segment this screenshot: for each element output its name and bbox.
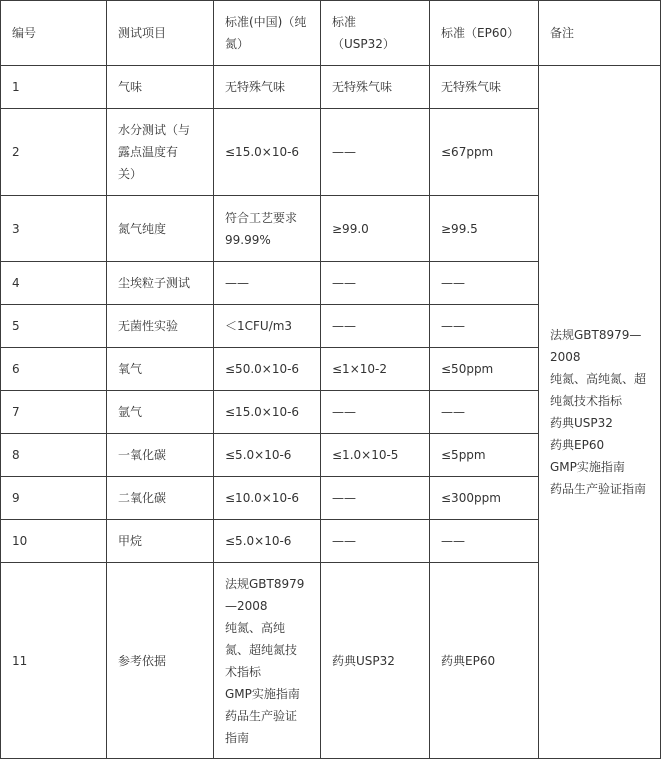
cell-test-item: 无菌性实验 [107,305,214,348]
cell-ep-standard: —— [430,391,539,434]
cell-number: 8 [1,434,107,477]
cell-ep-standard: ≤50ppm [430,348,539,391]
cell-number: 10 [1,520,107,563]
cell-usp-standard: —— [321,262,430,305]
cell-ep-standard: —— [430,520,539,563]
cell-usp-standard: 药典USP32 [321,563,430,759]
cell-number: 4 [1,262,107,305]
cell-number: 11 [1,563,107,759]
cell-number: 7 [1,391,107,434]
cell-ep-standard: ≤67ppm [430,109,539,196]
cell-china-standard: 法规GBT8979 —2008 纯氮、高纯 氮、超纯氮技 术指标 GMP实施指南 药品生产验证 指南 [214,563,321,759]
cell-usp-standard: ≥99.0 [321,196,430,262]
cell-ep-standard: ≥99.5 [430,196,539,262]
header-cell-no: 编号 [1,1,107,66]
cell-china-standard: —— [214,262,321,305]
cell-ep-standard: ≤5ppm [430,434,539,477]
cell-note: 法规GBT8979— 2008 纯氮、高纯氮、超 纯氮技术指标 药典USP32 药典EP60 GMP实施指南 药品生产验证指南 [539,66,661,759]
cell-test-item: 氮气纯度 [107,196,214,262]
cell-china-standard: ＜1CFU/m3 [214,305,321,348]
cell-test-item: 一氧化碳 [107,434,214,477]
cell-test-item: 甲烷 [107,520,214,563]
cell-test-item: 氩气 [107,391,214,434]
cell-test-item: 氧气 [107,348,214,391]
table-row [1,66,661,109]
cell-usp-standard: —— [321,520,430,563]
header-cell-ep-standard: 标准（EP60） [430,1,539,66]
cell-ep-standard: —— [430,305,539,348]
cell-china-standard: ≤15.0×10-6 [214,391,321,434]
cell-ep-standard: —— [430,262,539,305]
cell-usp-standard: ≤1.0×10-5 [321,434,430,477]
cell-ep-standard: 无特殊气味 [430,66,539,109]
cell-usp-standard: ≤1×10-2 [321,348,430,391]
cell-china-standard: ≤5.0×10-6 [214,434,321,477]
cell-usp-standard: —— [321,305,430,348]
cell-test-item: 二氧化碳 [107,477,214,520]
cell-number: 5 [1,305,107,348]
cell-number: 9 [1,477,107,520]
cell-test-item: 水分测试（与 露点温度有 关） [107,109,214,196]
cell-usp-standard: —— [321,391,430,434]
cell-number: 1 [1,66,107,109]
cell-usp-standard: —— [321,477,430,520]
header-cell-note: 备注 [539,1,661,66]
header-cell-usp-standard: 标准 （USP32） [321,1,430,66]
cell-ep-standard: ≤300ppm [430,477,539,520]
cell-china-standard: 无特殊气味 [214,66,321,109]
cell-test-item: 参考依据 [107,563,214,759]
cell-test-item: 气味 [107,66,214,109]
cell-test-item: 尘埃粒子测试 [107,262,214,305]
cell-china-standard: ≤5.0×10-6 [214,520,321,563]
header-cell-china-standard: 标准(中国)（纯 氮） [214,1,321,66]
cell-number: 6 [1,348,107,391]
cell-usp-standard: 无特殊气味 [321,66,430,109]
cell-ep-standard: 药典EP60 [430,563,539,759]
cell-number: 2 [1,109,107,196]
cell-usp-standard: —— [321,109,430,196]
cell-china-standard: ≤50.0×10-6 [214,348,321,391]
cell-china-standard: ≤15.0×10-6 [214,109,321,196]
header-row [1,1,661,66]
cell-china-standard: ≤10.0×10-6 [214,477,321,520]
cell-china-standard: 符合工艺要求 99.99% [214,196,321,262]
header-cell-item: 测试项目 [107,1,214,66]
cell-number: 3 [1,196,107,262]
